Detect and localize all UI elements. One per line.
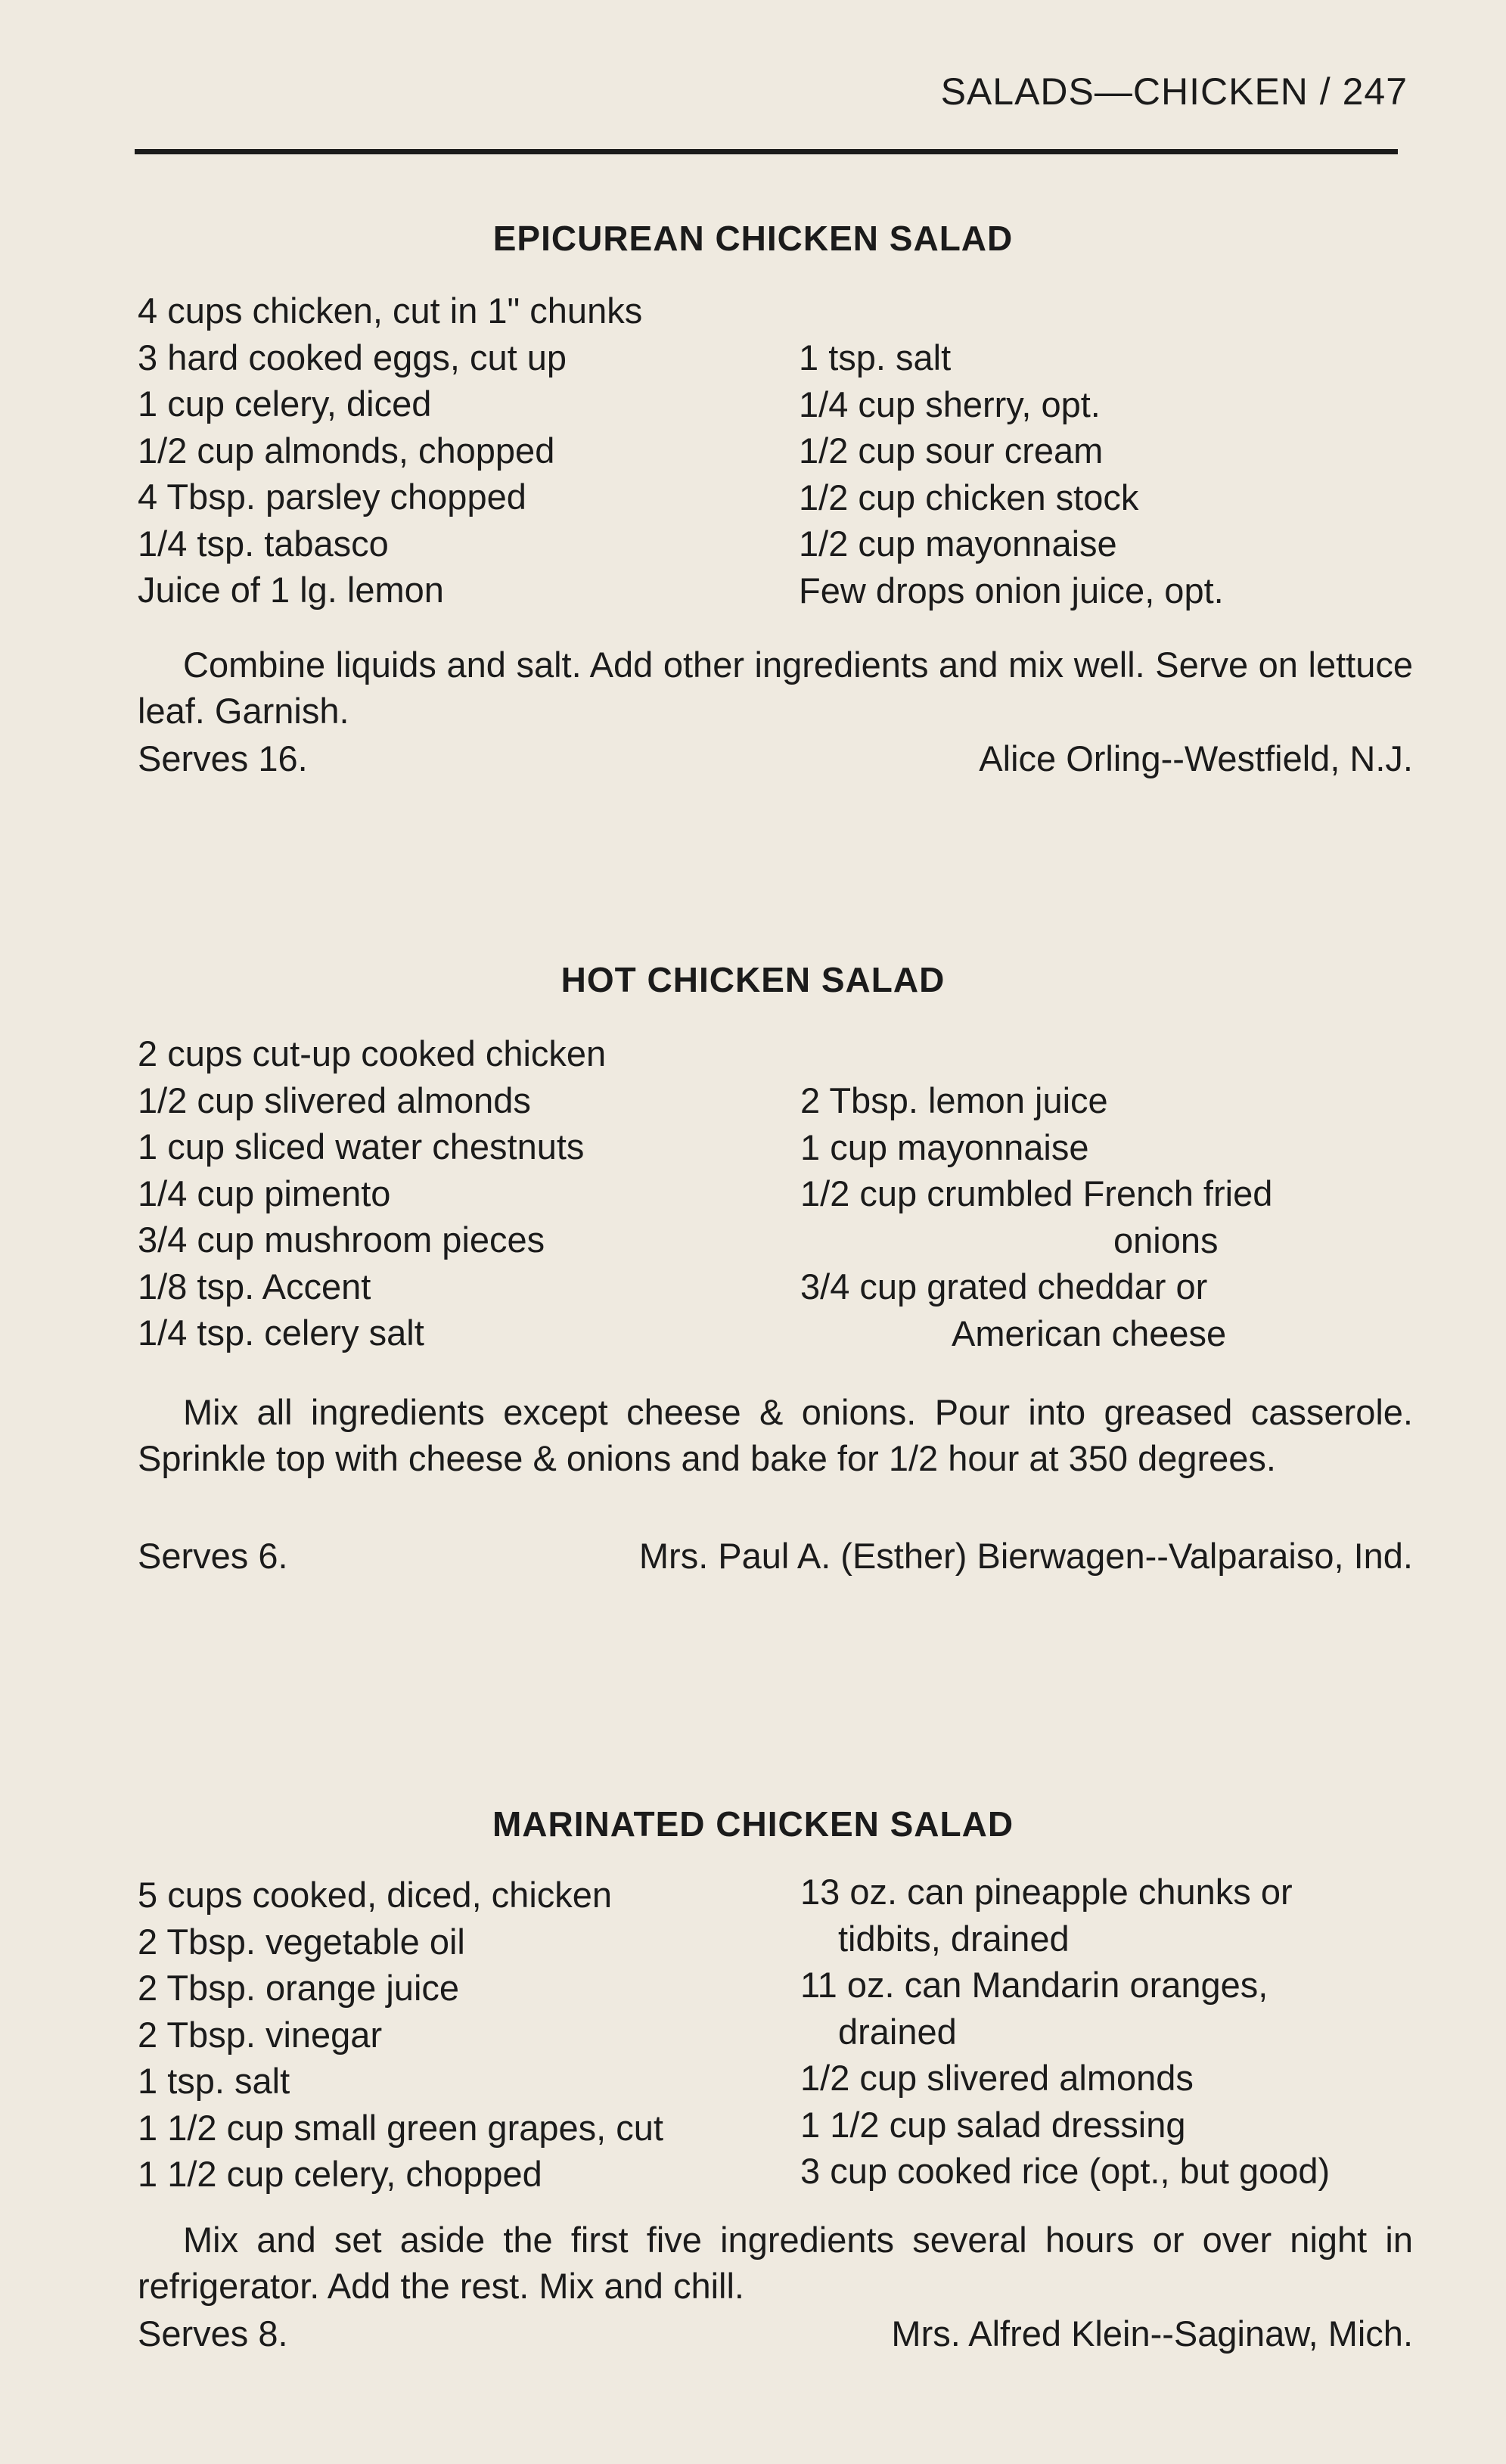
running-head: SALADS—CHICKEN / 247 — [940, 70, 1408, 113]
ingredients-left-epicurean — [138, 287, 642, 614]
ingredient-line: 1/2 cup sour cream — [799, 430, 1104, 471]
recipe-footer-marinated — [138, 2310, 1413, 2357]
ingredient-line: 1/2 cup slivered almonds — [800, 2058, 1194, 2098]
ingredient-line: 3 cup cooked rice (opt., but good) — [800, 2151, 1331, 2191]
ingredient-line: 2 Tbsp. vegetable oil — [138, 1921, 465, 1962]
serves-text: Serves 6. — [138, 1536, 288, 1576]
ingredient-line: 1 cup sliced water chestnuts — [138, 1126, 585, 1167]
ingredient-line: 1 tsp. salt — [138, 2061, 290, 2101]
ingredients-right-marinated — [800, 1869, 1410, 2195]
recipe-footer-epicurean — [138, 735, 1413, 781]
ingredient-line: 1 1/2 cup small green grapes, cut — [138, 2107, 663, 2148]
recipe-title-epicurean: EPICUREAN CHICKEN SALAD — [492, 219, 1014, 258]
ingredient-line: 4 Tbsp. parsley chopped — [138, 477, 526, 517]
ingredient-line: 1/2 cup crumbled French fried — [800, 1173, 1273, 1213]
ingredient-line: 1/4 cup pimento — [138, 1173, 391, 1213]
ingredient-line: 1/4 cup sherry, opt. — [799, 384, 1101, 424]
ingredient-line-continued: drained — [838, 2011, 957, 2052]
contributor-text: Alice Orling--Westfield, N.J. — [979, 738, 1413, 778]
ingredient-line-continued: tidbits, drained — [838, 1918, 1070, 1959]
ingredient-line: 1 cup celery, diced — [138, 384, 432, 424]
ingredient-line: 1/2 cup chicken stock — [799, 477, 1139, 517]
directions-hot: Mix all ingredients except cheese & onions. Pour into greased casserole. Sprinkle top with cheese & onions and bake for 1/2 hour at 350 degrees. — [138, 1392, 1413, 1478]
ingredient-line: 1/2 cup mayonnaise — [799, 524, 1117, 564]
ingredients-right-epicurean — [799, 334, 1224, 614]
contributor-text: Mrs. Alfred Klein--Saginaw, Mich. — [891, 2313, 1413, 2354]
ingredient-line: 1 cup mayonnaise — [800, 1126, 1089, 1167]
serves-text: Serves 16. — [138, 738, 308, 778]
ingredient-line-continued: American cheese — [952, 1313, 1227, 1353]
ingredient-line: 1 1/2 cup salad dressing — [800, 2104, 1186, 2145]
ingredient-line-continued: onions — [1113, 1220, 1219, 1260]
ingredient-line: 1/4 tsp. tabasco — [138, 523, 389, 564]
ingredient-line: Few drops onion juice, opt. — [799, 570, 1224, 611]
recipe-footer-hot — [138, 1533, 1413, 1579]
ingredient-line: 3 hard cooked eggs, cut up — [138, 337, 567, 378]
directions-epicurean: Combine liquids and salt. Add other ingredients and mix well. Serve on lettuce leaf. Garnish. — [138, 645, 1413, 731]
ingredient-line: 1/4 tsp. celery salt — [138, 1313, 424, 1353]
ingredient-line: 4 cups chicken, cut in 1" chunks — [138, 291, 643, 331]
ingredient-line: 13 oz. can pineapple chunks or — [800, 1872, 1293, 1912]
ingredient-line: 5 cups cooked, diced, chicken — [138, 1875, 613, 1915]
contributor-text: Mrs. Paul A. (Esther) Bierwagen--Valparaiso, Ind. — [638, 1536, 1413, 1576]
ingredients-left-marinated — [138, 1872, 663, 2198]
recipe-title-marinated: MARINATED CHICKEN SALAD — [492, 1804, 1014, 1844]
ingredient-line: Juice of 1 lg. lemon — [138, 570, 444, 610]
ingredient-line: 2 Tbsp. orange juice — [138, 1968, 460, 2008]
ingredient-line: 2 Tbsp. lemon juice — [800, 1080, 1108, 1120]
serves-text: Serves 8. — [138, 2313, 288, 2354]
ingredient-line: 1/2 cup almonds, chopped — [138, 430, 555, 471]
directions-marinated: Mix and set aside the first five ingredients several hours or over night in refrigerator. Add the rest. Mix and chill. — [138, 2220, 1413, 2306]
ingredient-line: 1/2 cup slivered almonds — [138, 1080, 531, 1120]
ingredient-line: 1/8 tsp. Accent — [138, 1266, 371, 1307]
header-rule — [135, 149, 1398, 154]
ingredient-line: 3/4 cup mushroom pieces — [138, 1220, 545, 1260]
ingredients-left-hot — [138, 1030, 606, 1356]
ingredient-line: 3/4 cup grated cheddar or — [800, 1266, 1208, 1307]
ingredient-line: 2 Tbsp. vinegar — [138, 2014, 383, 2055]
ingredient-line: 11 oz. can Mandarin oranges, — [800, 1965, 1268, 2005]
ingredient-line: 1 1/2 cup celery, chopped — [138, 2154, 542, 2194]
ingredient-line: 2 cups cut-up cooked chicken — [138, 1033, 607, 1074]
recipe-title-hot: HOT CHICKEN SALAD — [560, 960, 946, 999]
ingredient-line: 1 tsp. salt — [799, 337, 952, 378]
ingredients-right-hot — [800, 1077, 1272, 1356]
